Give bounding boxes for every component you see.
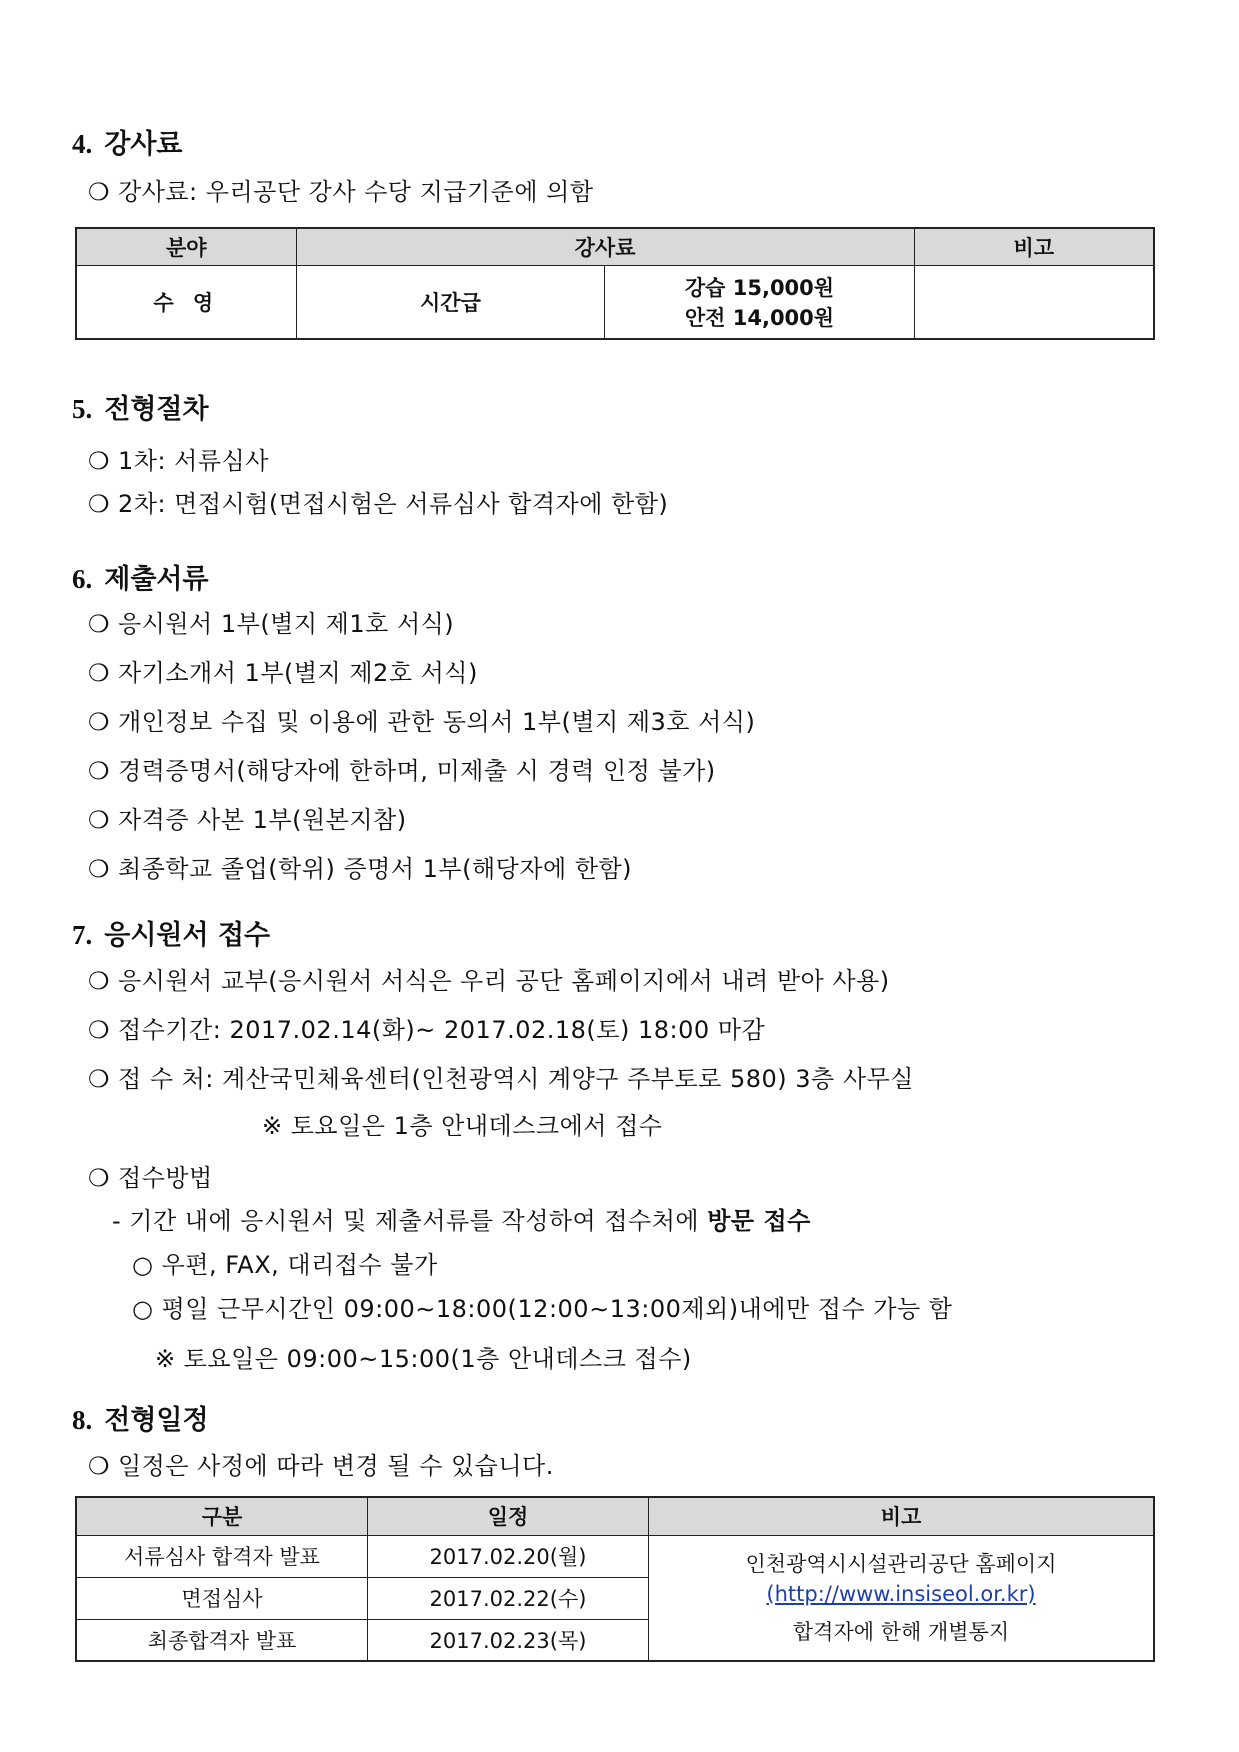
bullet-text: 접 수 처: 계산국민체육센터(인천광역시 계양구 주부토로 580) 3층 사무실 xyxy=(118,1065,914,1093)
section-number: 6. xyxy=(72,564,93,594)
section-title: 응시원서 접수 xyxy=(104,920,271,951)
bullet-text: 응시원서 교부(응시원서 서식은 우리 공단 홈페이지에서 내려 받아 사용) xyxy=(118,967,890,995)
table-cell xyxy=(605,265,914,339)
bullet-circle-icon: ❍ xyxy=(88,967,111,995)
section-8-heading xyxy=(72,1398,209,1437)
bullet-text: 일정은 사정에 따라 변경 될 수 있습니다. xyxy=(118,1452,554,1480)
bullet-circle-icon: ❍ xyxy=(88,659,111,687)
section-number: 8. xyxy=(72,1405,93,1435)
note-line: 합격자에 한해 개별통지 xyxy=(792,1619,1010,1644)
section-title: 강사료 xyxy=(104,129,183,160)
bullet-circle-icon: ❍ xyxy=(88,855,111,883)
list-item xyxy=(88,441,269,476)
table-cell-note xyxy=(649,1535,1155,1661)
list-item xyxy=(88,961,890,996)
bullet-text: 최종학교 졸업(학위) 증명서 1부(해당자에 한함) xyxy=(118,855,633,883)
table-header: 비고 xyxy=(914,228,1154,265)
bullet-circle-icon: ❍ xyxy=(88,757,111,785)
schedule-table xyxy=(75,1496,1155,1662)
method-bold-text: 방문 접수 xyxy=(707,1207,811,1235)
schedule-bullet xyxy=(88,1446,554,1481)
bullet-circle-icon: ❍ xyxy=(88,806,111,834)
list-item xyxy=(88,484,668,519)
section-number: 4. xyxy=(72,129,93,159)
fee-bullet xyxy=(88,172,594,207)
list-item xyxy=(88,751,716,786)
table-cell: 시간급 xyxy=(296,265,605,339)
table-row xyxy=(76,1535,1154,1577)
table-header: 구분 xyxy=(76,1497,368,1535)
section-number: 7. xyxy=(72,920,93,950)
list-item xyxy=(88,849,632,884)
table-cell: 수 영 xyxy=(76,265,296,339)
method-sub-item: ○ 평일 근무시간인 09:00∼18:00(12:00∼13:00제외)내에만 접수 가능 함 xyxy=(132,1295,953,1323)
bullet-text: 접수방법 xyxy=(118,1164,213,1192)
list-item xyxy=(88,604,454,639)
method-sub-item: ○ 우편, FAX, 대리접수 불가 xyxy=(132,1251,438,1279)
bullet-circle-icon: ❍ xyxy=(88,1164,111,1192)
bullet-text: 경력증명서(해당자에 한하며, 미제출 시 경력 인정 불가) xyxy=(118,757,716,785)
rate-line: 안전 14,000원 xyxy=(684,305,835,330)
bullet-text: 접수기간: 2017.02.14(화)~ 2017.02.18(토) 18:00 마감 xyxy=(118,1016,766,1044)
bullet-text: 자격증 사본 1부(원본지참) xyxy=(118,806,407,834)
bullet-circle-icon: ❍ xyxy=(88,1016,111,1044)
list-item xyxy=(88,800,407,835)
bullet-text: 2차: 면접시험(면접시험은 서류심사 합격자에 한함) xyxy=(118,490,669,518)
note-line: 인천광역시시설관리공단 홈페이지 xyxy=(745,1551,1057,1576)
section-4-heading xyxy=(72,122,183,161)
table-cell: 서류심사 합격자 발표 xyxy=(76,1535,368,1577)
bullet-circle-icon: ❍ xyxy=(88,708,111,736)
section-5-heading xyxy=(72,387,209,426)
section-7-heading xyxy=(72,913,270,952)
bullet-circle-icon: ❍ xyxy=(88,1452,111,1480)
bullet-text: 자기소개서 1부(별지 제2호 서식) xyxy=(118,659,478,687)
table-header: 일정 xyxy=(368,1497,649,1535)
method-text: - 기간 내에 응시원서 및 제출서류를 작성하여 접수처에 xyxy=(112,1207,700,1235)
table-cell: 2017.02.22(수) xyxy=(368,1577,649,1619)
section-title: 제출서류 xyxy=(104,564,209,595)
list-item xyxy=(88,1059,914,1094)
table-cell: 최종합격자 발표 xyxy=(76,1619,368,1661)
bullet-text: 응시원서 1부(별지 제1호 서식) xyxy=(118,610,455,638)
bullet-circle-icon: ❍ xyxy=(88,1065,111,1093)
bullet-circle-icon: ❍ xyxy=(88,447,111,475)
method-note: ※ 토요일은 09:00~15:00(1층 안내데스크 접수) xyxy=(155,1345,692,1373)
bullet-text: 강사료: 우리공단 강사 수당 지급기준에 의함 xyxy=(118,178,594,206)
list-item xyxy=(88,653,478,688)
table-header: 강사료 xyxy=(296,228,914,265)
method-line xyxy=(112,1201,811,1236)
table-cell: 면접심사 xyxy=(76,1577,368,1619)
table-header: 비고 xyxy=(649,1497,1155,1535)
fee-table xyxy=(75,227,1155,340)
section-number: 5. xyxy=(72,394,93,424)
section-6-heading xyxy=(72,557,209,596)
bullet-text: 1차: 서류심사 xyxy=(118,447,269,475)
bullet-circle-icon: ❍ xyxy=(88,178,111,206)
table-header: 분야 xyxy=(76,228,296,265)
bullet-circle-icon: ❍ xyxy=(88,490,111,518)
list-item xyxy=(88,702,755,737)
list-item xyxy=(88,1010,765,1045)
table-cell: 2017.02.20(월) xyxy=(368,1535,649,1577)
section-title: 전형절차 xyxy=(104,394,209,425)
bullet-text: 개인정보 수집 및 이용에 관한 동의서 1부(별지 제3호 서식) xyxy=(118,708,756,736)
list-item xyxy=(88,1158,213,1193)
table-cell xyxy=(914,265,1154,339)
saturday-note: ※ 토요일은 1층 안내데스크에서 접수 xyxy=(262,1112,663,1140)
homepage-link[interactable]: (http://www.insiseol.or.kr) xyxy=(766,1581,1036,1606)
bullet-circle-icon: ❍ xyxy=(88,610,111,638)
section-title: 전형일정 xyxy=(104,1405,209,1436)
rate-line: 강습 15,000원 xyxy=(684,275,835,300)
table-cell: 2017.02.23(목) xyxy=(368,1619,649,1661)
